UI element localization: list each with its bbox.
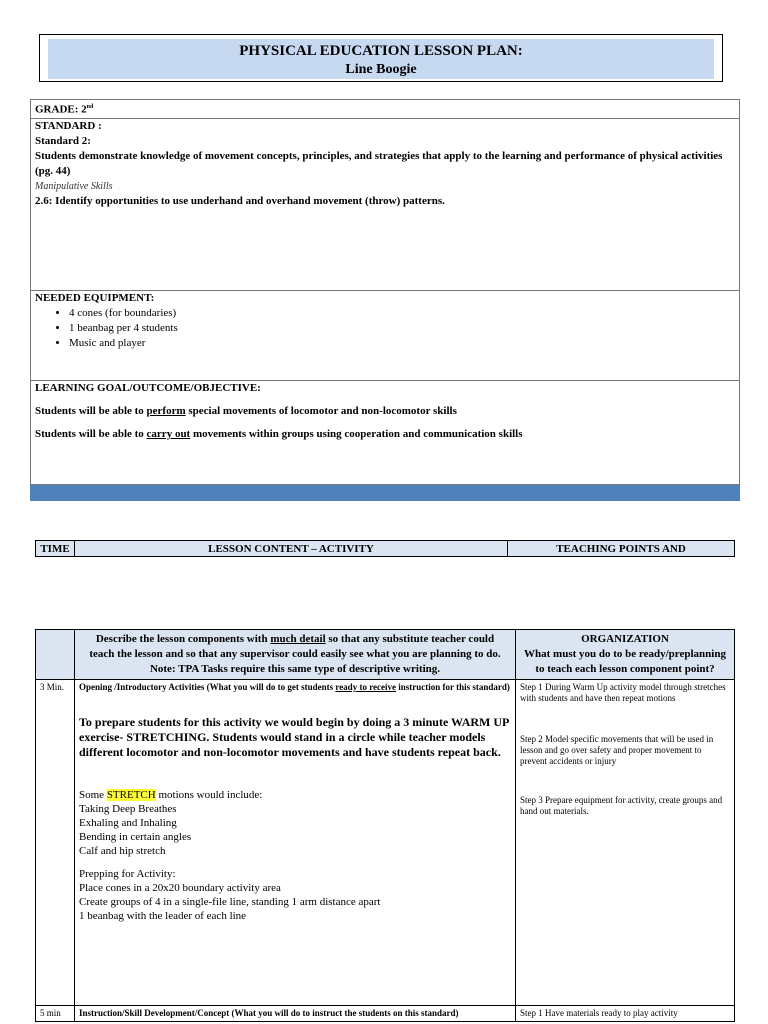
standard-label: STANDARD : <box>35 119 102 132</box>
row1-content <box>75 680 516 1006</box>
stretch-motion: Calf and hip stretch <box>79 845 166 857</box>
stretch-motion: Bending in certain angles <box>79 831 192 843</box>
stretch-intro: Some STRETCH motions would include: <box>79 789 263 801</box>
prep-item: 1 beanbag with the leader of each line <box>79 910 247 922</box>
standard-section <box>31 100 739 290</box>
lesson-header-table <box>35 540 735 557</box>
equipment-section <box>31 290 739 381</box>
describe-header: Describe the lesson components with much detail so that any substitute teacher could teach the lesson and so that any supervisor could easily see what you are planning to do. Note: TPA Tasks require this same type of descriptive writing. <box>75 630 516 680</box>
org-step-2: Step 2 Model specific movements that will be used in lesson and go over safety and proper movement to prevent accidents or injury <box>520 734 714 766</box>
equipment-item: • 4 cones (for boundaries) <box>69 306 735 321</box>
standard-number: Standard 2: <box>35 134 91 147</box>
goal-line-2: Students will be able to carry out movements within groups using cooperation and communication skills <box>35 428 523 440</box>
standard-description: Students demonstrate knowledge of movement concepts, principles, and strategies that apply to the learning and performance of physical activities (pg. 44) <box>35 149 723 177</box>
equipment-item: • Music and player <box>69 336 735 351</box>
time-header: TIME <box>36 541 75 557</box>
organization-header: ORGANIZATION What must you do to be ready/preplanning to teach each lesson component point? <box>516 630 735 680</box>
goal-line-1: Students will be able to perform special movements of locomotor and non-locomotor skills <box>35 405 457 417</box>
prep-item: Place cones in a 20x20 boundary activity area <box>79 882 281 894</box>
standard-category: Manipulative Skills <box>35 180 113 192</box>
goal-label: LEARNING GOAL/OUTCOME/OBJECTIVE: <box>35 382 261 394</box>
stretch-motion: Taking Deep Breathes <box>79 803 177 815</box>
warmup-text: To prepare students for this activity we would begin by doing a 3 minute WARM UP exercise- STRETCHING. Students would stand in a circle while teacher models different locomotor and non-locomotor movements and have students repeat back. <box>79 715 509 759</box>
equipment-label: NEEDED EQUIPMENT: <box>35 292 155 304</box>
row2-heading: Instruction/Skill Development/Concept (What you will do to instruct the students on this standard) <box>75 1006 516 1022</box>
lesson-name: Line Boogie <box>345 62 417 77</box>
teaching-header: TEACHING POINTS AND <box>508 541 735 557</box>
prep-item: Create groups of 4 in a single-file line, standing 1 arm distance apart <box>79 896 381 908</box>
row2-step-1: Step 1 Have materials ready to play activity <box>516 1006 735 1022</box>
title-box <box>39 34 723 82</box>
row2-time: 5 min <box>36 1006 75 1022</box>
row1-organization <box>516 680 735 1006</box>
org-step-1: Step 1 During Warm Up activity model through stretches with students and have then repeat motions <box>520 682 726 703</box>
document-title: PHYSICAL EDUCATION LESSON PLAN: <box>239 43 523 59</box>
section-divider-bar <box>30 485 740 501</box>
org-step-3: Step 3 Prepare equipment for activity, create groups and hand out materials. <box>520 795 723 816</box>
row1-heading: Opening /Introductory Activities (What you will do to get students ready to receive instruction for this standard) <box>79 682 510 692</box>
grade-label: GRADE: 2nd <box>35 103 94 116</box>
title-banner <box>48 39 714 79</box>
content-header: LESSON CONTENT – ACTIVITY <box>75 541 508 557</box>
lesson-info-box <box>30 99 740 485</box>
stretch-highlight: STRETCH <box>106 789 156 801</box>
lesson-table <box>35 629 735 1022</box>
equipment-item: • 1 beanbag per 4 students <box>69 321 735 336</box>
goal-section <box>31 380 739 487</box>
equipment-list <box>35 306 735 351</box>
row1-time: 3 Min. <box>36 680 75 1006</box>
standard-item: 2.6: Identify opportunities to use underhand and overhand movement (throw) patterns. <box>35 194 445 207</box>
prep-label: Prepping for Activity: <box>79 868 176 880</box>
empty-header-cell <box>36 630 75 680</box>
stretch-motion: Exhaling and Inhaling <box>79 817 177 829</box>
